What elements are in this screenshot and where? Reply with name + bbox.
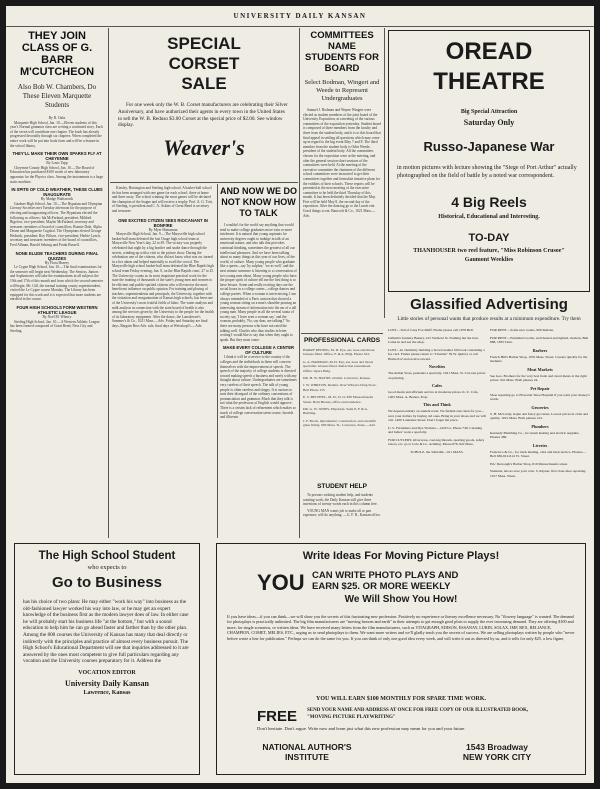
story-body: Gardner High School, Jan. 10.—The Hypatian and Olympian Literary Societies met Tuesday afternoon for the purpose of electing and inaugurating officers. The Hypatians elected the following as officers: Ida McFarland, president; Mildred Bigelow, vice-president; Maybo McFarland, secretary and treasurer; members of board of councillors, Bonnie Dale, Alpha Deane and Marguerite Cogshal. The Olympians elected George Hednick, president; Roy Wilson, vice-president; Herbie Lynch, secretary and treasurer; members of the board of councillors, Fred Allman, Harold Sebring and Frank Russell. [10, 201, 103, 248]
column-2 [112, 186, 214, 536]
column-rule [217, 184, 218, 538]
classified-left-col [388, 328, 486, 457]
story-body: Le Cygne High School, Jan. 10.—The final examinations for the semester will begin next Wednesday. The Seniors, Juniors and Sophomores will take the examinations in all subjects the 19th and 17th of this month and from which the second semester will begin. Mr. Gill, the normal training county superintendent, visited the Le Cygne course Monday. The Library has been equipped for this work and it is expected that more students are enrolled in the course. [10, 265, 104, 302]
photoplay-body: If you have ideas—if you can think—we will show you the secrets of this fascinating new profession. Positively no experience or literary excellence necessary. No "flowery language" is wanted. The demand for photoplays is practically unlimited. The big film manufacturers are "moving heaven and earth" in their attempts to get enough good plots to supply the ever increasing demand. They are offering $100 and more, for single scenarios, or written ideas. We have received many letters from the film manufacturers, such as VITAGRAPH, EDISON, ESSANAY, LUBIN, SOLAX, IMP, REX, RELIANCE, CHAMPION, COMET, MELIES, ETC., urging us to send photoplays to them. We want more writers and we'll gladly teach you the secrets of success. We are selling photoplays written by people who "never before wrote a line for publication." Perhaps we can do the same for you. If you can think of only one good idea every week, and will write it out as directed by us, and it sells for only $25, a low figure, [227, 614, 575, 641]
column-rule [299, 28, 300, 538]
byline: By Flora Harvey [44, 260, 70, 265]
card-item: HARRY REDING, M. D. Eye, ear, nose and throat. Glasses fitted. Office, F. & A. Bldg. Phone 324. [303, 348, 376, 357]
photoplay-title: Write Ideas For Moving Picture Plays! [302, 550, 500, 562]
rule [301, 333, 383, 334]
classified-item: FOR CUTLERY, silverware, coat-ing threads, sporting goods, safety razors, etc. go to Cole & Co. Achning. Phone 676. 822 Mass. [388, 437, 485, 446]
column-rule [108, 28, 109, 538]
classified-category: Groceries [531, 404, 549, 410]
subhead: Also Bob W. Chambers, Do These Eleven Marquette Students [17, 83, 97, 109]
professional-cards [303, 336, 381, 479]
photoplay-earn4: YOU WILL EARN $100 MONTHLY FOR SPARE TIME WORK. [316, 696, 486, 702]
classified-item: S. H. McCurdy, staple and fancy groceries. Lowest prices in cloth and quality. 1021 Mass. Both phones 212. [490, 411, 589, 420]
headline: COMMITTEES NAME STUDENTS FOR BOARD [305, 30, 379, 74]
card-item: G. A. HAMMAN, M. D. Eye, ear, nose and throat specialist. Glasses fitted. Refraction Guaranteed. Office: Opera Bldg. [303, 359, 374, 373]
column-1 [10, 30, 104, 536]
story-body: Sterling High School, Jan. 10.—A Western Athletic League has been formed composed of Great Bend, Ness City and Sterling. [10, 319, 100, 333]
oread-title: OREAD THEATRE [433, 38, 545, 95]
classified-category: Novelties [428, 364, 446, 369]
story-head: NONE ELUDE TEACHERS DURING FINAL QUIZZES [15, 250, 99, 261]
student-help-body: To persons wishing student help, and students wanting work, the Daily Kansan will give three insertions of twenty words each in this column free. [303, 493, 378, 507]
oread-gaumont: Gaumont Weeklies [464, 257, 514, 263]
classified-item: FOR RENT—Some nice rooms, 900 Indiana. [490, 328, 554, 332]
headline: AND NOW WE DO NOT KNOW HOW TO TALK [220, 186, 297, 218]
byline: By Louis Tapp [46, 161, 68, 166]
oread-ad [388, 30, 590, 292]
classified-item: LOST—Tall of Grey Fox Muff. Finder please call 1078 Bell. [388, 328, 474, 332]
masthead: UNIVERSITY DAILY KANSAN [233, 12, 367, 20]
byline: By Madge Wadsworth [40, 197, 74, 202]
story-head: IN SPITE OF COLD WEATHER, THESE CLUBS INAUGURATE [11, 187, 103, 198]
section-title: STUDENT HELP [317, 483, 367, 490]
classified-item: LOST—In chemistry building a brown leather bill book containing a fee card. Finder please return to "Chuckie" 59 W. Quincy or call Home 612 and receive reward. [388, 347, 485, 361]
newspaper-page [6, 6, 594, 783]
photoplay-earn-block [312, 570, 458, 592]
photoplay-earn1: CAN WRITE PHOTO PLAYS AND [312, 570, 459, 581]
story-body: I wouldn't for the world say anything that would tend to make college graduates more vain or more intolerant. It is natural that young aspirants for university degrees ought to indulge in talk of an emotional nature, and also talk that provokes continual thinking, sometimes the greatest of all our intellectual pleasures. And we have been talking about so many things in this year of our lives, of the world, of culture. Many young people who graduate like a queen—say 'by sulphor,' 'we as well,' and the next minute someone is listening to a conversation of two young men about. Many young people who have the proper spirit of culture tell me the first thing is to have leisure. Some and really exciting days are the social hours in a college career—college dances and college parties. When a woman is interviewing, I am always reminded of a Paris cartoon that showed a young woman sitting on a man's shoulder pouring an interesting stream of information into the ear of a tall young man. Many people in all the several strata of society say, 'I have seen a woman say,' and the woman, probably, 'No, say dear, are talking?' 'So there are many persons who have not rated the talking well. Charles who thus studies in letter writing I would like to say that when they ought to speak. But they must come. [220, 223, 297, 342]
classified-item: Francisco & Co., for truck hauling, cabs and hack service. Phones—Bell 636-612-614 Vt. Street. [490, 449, 586, 458]
story-body: Marysville High School, Jan. 9.—The Marysville high school basket-ball team defeated the fast Osage high school team at Marysville New Year's day, 22 to 49. The victory was properly celebrated that night by a big bonfire and snake dance through the streets, winding up with a visit to the picture show. During the celebration one of the citizens, who did not know what was on, turned in a fire alarm and helped materially to swell the crowd. The Marysville high school basket-ball team defeated the Blue Rapids high school team Friday evening, Jan. 8, on the Blue Rapids court, 27 to 25. The University counts as its most important practical work for the state the training of thousands of the state's young men and women to be efficient and public-spirited citizens who will exercise the most beneficent influence on public opinion. For training and placing of teachers, superintendents and principals, the University, together with the visitation and reorganization of Kansas high schools, has been one of the University's most fruitful fields of labor. The water analysis and milk analysis in connection with the state board of health is also among the services given by the University to the people for the health of its laboratory equipment. After the dance, the Lansdowne's Summer's & Co., 1021 Mass.—Adv. Friday and Saturday are final days, Bargain Bros Adv. sale, final days at Weisskopf's.—Adv. [112, 232, 214, 329]
masthead-rule [6, 26, 594, 27]
classified-item: U. S. Furnishers and Dye Workers—1420 La. Phone 748. Cleaning and ladies' work a specialty. [388, 425, 483, 434]
byline: By R. Oaks [48, 116, 66, 120]
highschool-footer3: Lawrence, Kansas [83, 689, 131, 696]
classified-category: Liveries [532, 442, 548, 448]
classified-category: Pet Repair [530, 385, 550, 391]
classified-category: Barbers [532, 347, 548, 353]
card-item: E. S. BECHTEL, M. D., D. O. 830 Massachusetts Street. Both Phones, office and residence. [303, 395, 373, 404]
highschool-title: The High School Student [38, 550, 176, 562]
oread-reels: 4 Big Reels [451, 194, 527, 210]
classified-item: FOR RENT—Furnished rooms, well heated and lighted, modern, Bell 888, 1835 Tenn. [490, 335, 589, 344]
student-help [303, 482, 381, 538]
story-head: THEY'LL MAKE THEIR OWN SPARKS FLY AT CHEYENNE [12, 151, 102, 162]
byline: By Myer Hanssman [148, 227, 178, 232]
classified-section [386, 296, 592, 536]
classified-item: Shoe repairing go to Howards' Shoe Hospital if you want your money's worth. [490, 392, 590, 401]
highschool-body: has his choice of two plans: He may either "work his way" into business as the old-fashioned lawyer worked his way into law, or he may get an expert knowledge of the business first as the modern lawyer does of law. In either case he will probably start his business life "at the bottom," but with a sound education to help him he can go ahead faster and farther than by the other plan. Among the 800 courses the University of Kansas has many that deal directly or indirectly with the principles and practice of almost every business pursuit. The High School's Educational Department will see that inquiries addressed to it are answered by the ones most competent to give full particulars regarding any vocation and the University courses preparatory for it. Address the [23, 599, 189, 665]
highschool-ad [14, 543, 200, 775]
story-body: Kinsley, Hoisington and Sterling high school. A basket-ball school tie has been arranged with one game for each school, three at home and three away. The school winning the most games will be declared the champion of the league and will receive a trophy. Prof. A. G. Tritt, of Sterling, is president and C. A. Askins of Great Bend is secretary and treasurer. [112, 186, 213, 213]
classified-item: French Hill's Barber Shop, 1035 Mass. Street. Careers quickly for the students. [490, 354, 588, 363]
photoplay-address2: NEW YORK CITY [462, 752, 532, 762]
photoplay-earn3: We Will Show You How! [344, 594, 458, 605]
classified-category: Meat Markets [527, 366, 553, 372]
photoplay-ad [216, 543, 586, 775]
photoplay-earn2: EARN $25. OR MORE WEEKLY [312, 581, 451, 592]
oread-feature: Russo-Japanese War [423, 139, 555, 154]
headline: THEY JOIN CLASS OF G. BARR M'CUTCHEON [19, 30, 95, 78]
corset-title: SPECIAL CORSET SALE [167, 34, 241, 93]
classified-item: Kennedy Plumbing Co., for steam heating and electric supplies. Phones 489. [490, 430, 580, 439]
card-item: J. F. Brock, Optometrist; construction, and scientific glass fitting. 903 Mass. St., Lawrence, Kans.—Adv. [303, 418, 377, 428]
classified-item: The Indian Store, pennants a specialty. 1021 Mass. St. Cut-rate prices on printing. [388, 371, 486, 380]
photoplay-free-text: SEND YOUR NAME AND ADDRESS AT ONCE FOR FREE COPY OF OUR ILLUSTRATED BOOK, "MOVING PICTURE PLAYWRITING" [307, 708, 529, 720]
byline: By Noel M. Wherry [42, 315, 72, 319]
classified-right-col [490, 328, 590, 481]
oread-today: TO-DAY [468, 232, 510, 244]
story-head: ONE EXCITED CITIZEN SEES RIOCANANT IN BONFIRE [118, 217, 208, 228]
classified-item: Students, lets us save your coin. S. Rayner, first class shoe repairing. 1017 Mass. Street. [490, 469, 587, 478]
section-title: PROFESSIONAL CARDS [303, 337, 381, 344]
subhead: Select Bodman, Wingert and Weede to Represent Undergraduates [304, 79, 380, 102]
photoplay-address [437, 742, 557, 762]
oread-line2: Saturday Only [463, 118, 515, 127]
highschool-line2: who expects to [87, 564, 127, 571]
photoplay-free: FREE [257, 708, 298, 725]
corset-body: For one week only the W. B. Corset manufacturers are celebrating their Silver Anniversary, and have authorized their agents in every town in the United States to sell the W. B. Reduso $3.00 Corset at the special price of $2.00. See window display. [118, 102, 288, 129]
classified-item: See Geo. Brothers for the very best fresh and cured meats at the right prices. 941 Mass. Both phones 24. [490, 373, 587, 382]
student-help-ad: YOUNG MAN wants job to make all or part expenses; will do anything. —G. F. R., Kansan office. [303, 508, 381, 518]
highschool-line3: Go to Business [51, 574, 163, 591]
card-item: J. W. O'BRYON, Dentist. Over Wilson's Drug Store. Bell Phone 155. [303, 383, 377, 392]
classified-category: Plumbers [531, 423, 549, 429]
highschool-footer1: VOCATION EDITOR [78, 669, 136, 676]
classified-category: Cafes [431, 383, 442, 388]
corset-ad [112, 30, 296, 180]
oread-reels-desc: Historical, Educational and Interesting. [438, 214, 540, 220]
classified-item: Good meals and efficient service at moderate prices. K. U. Cafe, 1405 Mass. A. Becker, Prop. [388, 390, 479, 399]
rule [110, 182, 298, 183]
photoplay-closing: Don't hesitate. Don't argue. Write now and learn just what this new profession may mean for you and your future. [257, 726, 466, 731]
classified-item: SCHULZ, the TAILOR—911 MASS. [410, 449, 464, 454]
corset-signature: Weaver's [163, 135, 245, 161]
photoplay-you: YOU [257, 570, 305, 595]
photoplay-institute: NATIONAL AUTHOR'S INSTITUTE [262, 742, 352, 762]
story-head: MAKE EVERY COLLEGE A CENTER OF CULTURE [222, 345, 295, 356]
story-body: Samuel J. Bodman and Wayne Wingert were elected as student members of the joint board of the University Exposition, at a meeting of the various committees of the exposition yesterday. Student board is composed of three members from the faculty and three from the student body, and it is to this board that final appeal in settling all questions which may come up in regard to the big event May 7 and 8. The third member from the student body is Orlin Weede, president of the student body. All the committees chosen for the exposition were at the meeting, and after the general session short sessions of the committees were held. At the meeting of the executive committee the chairmen of the different school committees were instructed to get their committees together and formulate tentative plans for the exhibits of their schools. These reports will be presented at the next meeting of the executive committee to be held the third Thursday of this month. It has been definitely decided that the May Fete will be held May 8, the second day of the exposition. After the dancing go to the Lunch ette. Good things to eat. Bancroft & Co., 1021 Mass.—Adv. [303, 108, 381, 218]
classified-subtitle: Little stories of personal wants that produce results at a minimum expenditure. Try them [397, 316, 581, 322]
classified-item: Gilliam's Sanitary Bakery, 412 Vermont St. Nothing but the best. Come in and see the shop. [388, 335, 479, 344]
column-rule [384, 28, 385, 318]
highschool-footer2: University Daily Kansan [64, 678, 149, 688]
oread-line1: Big Special Attraction [460, 109, 518, 115]
story-body: Cheyenne County High School, Jan. 10.—The Board of Education has purchased $100 worth of new laboratory apparatus for the Physics class. Among the instruments is a large static machine. [10, 165, 104, 184]
oread-thanhouser: THANHOUSER two reel feature, "Miss Robinson Crusoe" [413, 248, 565, 254]
card-item: DR. G. W. JONES, Physician. Suite 8, F. & A. Building. [303, 407, 368, 416]
photoplay-address1: 1543 Broadway [466, 742, 528, 752]
oread-desc: in motion pictures with lecture showing the "Siege of Port Arthur" actually photographed on the field of battle by a noted war correspondent. [397, 165, 577, 179]
classified-item: We depend entirely on student trade. We furnish and clean for you—save your dollars by buying old ones. Bring in your shoes and we will call. 1400 Louisiana Street. Don't forget the place. [388, 409, 486, 422]
column-4 [303, 30, 381, 330]
classified-title: Glassified Advertising [410, 296, 568, 313]
classified-item: Eric Derrough's Barber Shop, 819 Massachusetts street. [490, 461, 569, 466]
classified-category: This and Think [423, 402, 451, 407]
story-head: FOUR HIGH SCHOOLS FORM WESTERN ATHLETIC LEAGUE [16, 305, 98, 315]
column-3 [220, 186, 297, 536]
story-body: Marquette High School, Jan. 10.—Eleven students of this year's Normal grammar class are writing a continued story. Each of the seven will contribute one chapter. The book has already progressed favorably through six chapters. When completed the entire work will be put into book form and will be a feature in the school library. [10, 120, 103, 148]
card-item: DR. H. W. HAYNE, Oculist. Lawrence, Kansas. [303, 376, 371, 381]
story-body: I think it will be a service to the country if the colleges and the individuals in them will concern themselves with the improvement of speech. The speech of the majority of college students is directed toward making speech a business and rarely with any thought about culture. Undergraduates are sometimes very careless of their speech. The talk of young people is often careless and sloppy. It is curious to note their disregard of the ordinary conventions of pronunciation and grammar. Much that they talk is not what the professors of English would approve. There is a certain lack of refinement which makes so much of college conversation seem coarse, boorish and illiterate. [220, 355, 297, 420]
